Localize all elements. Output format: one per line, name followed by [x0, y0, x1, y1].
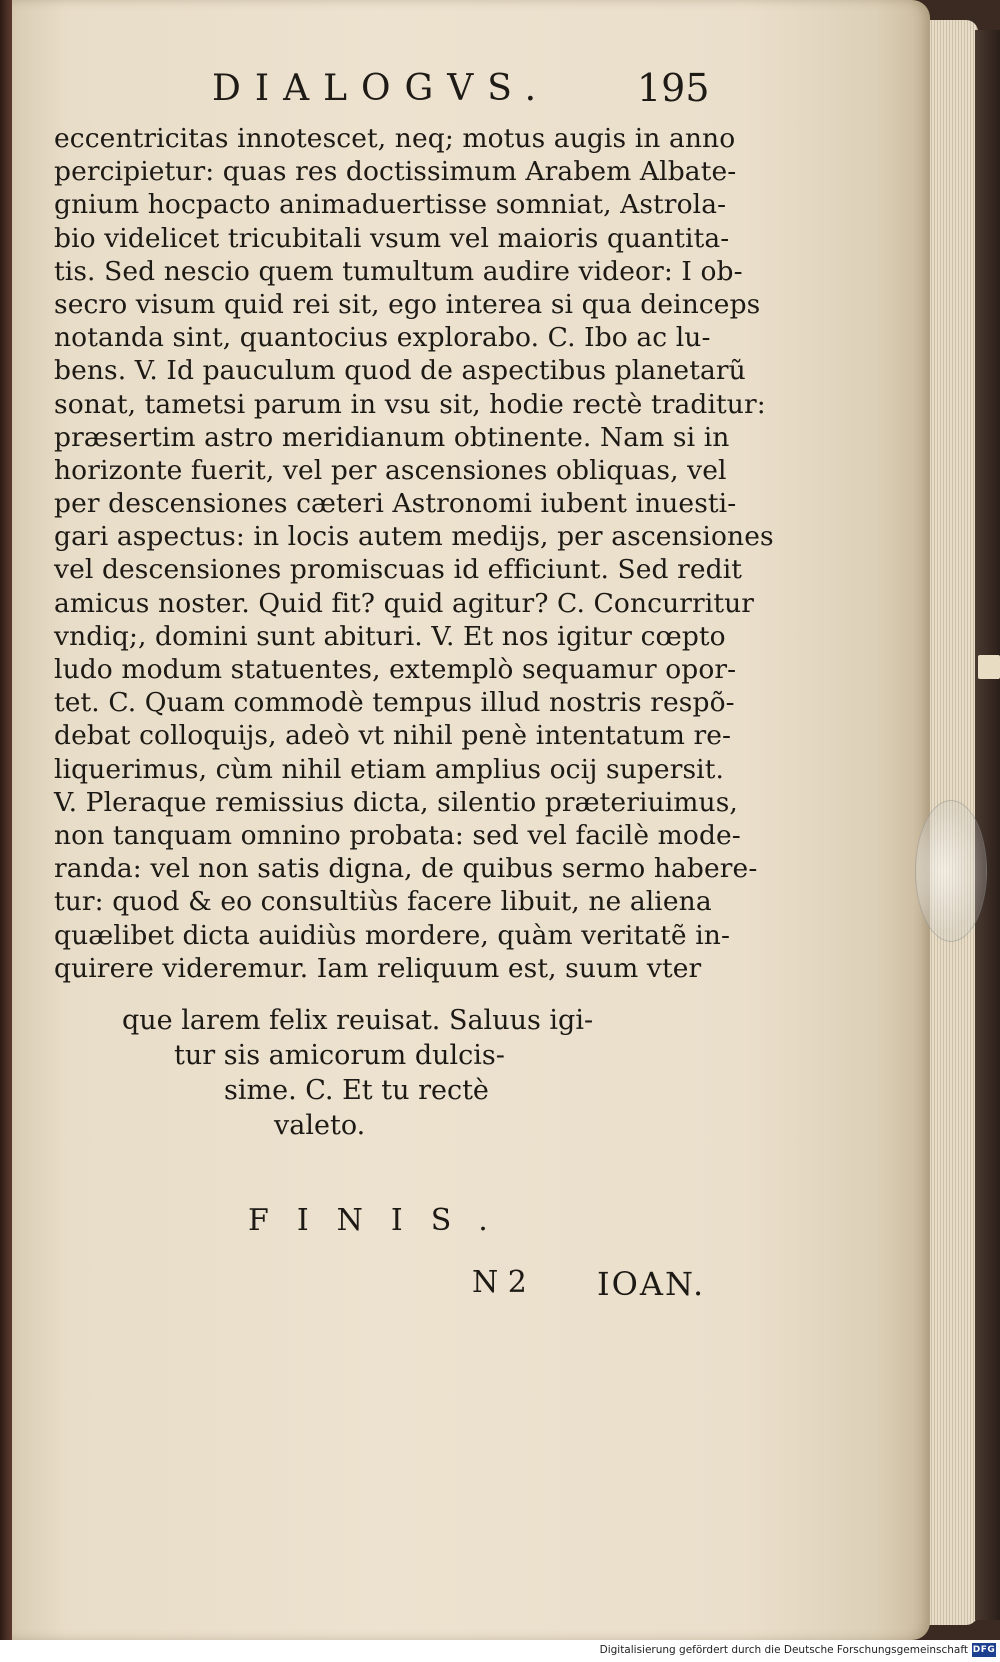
text-line: vndiq;, domini sunt abituri. V. Et nos igitur cœpto	[54, 620, 726, 652]
text-line: sonat, tametsi parum in vsu sit, hodie rectè traditur:	[54, 388, 766, 420]
finis-mark: FINIS.	[248, 1203, 516, 1238]
text-line: gari aspectus: in locis autem medijs, per ascensiones	[54, 521, 774, 553]
text-line: eccentricitas innotescet, neq; motus augis in anno	[54, 123, 736, 154]
text-line: tis. Sed nescio quem tumultum audire videor: I ob-	[54, 255, 743, 287]
text-line: secro visum quid rei sit, ego interea si qua deinceps	[54, 288, 761, 320]
dfg-logo: DFG	[972, 1645, 996, 1655]
tail-line: sime. C. Et tu rectè	[224, 1075, 489, 1106]
text-line: non tanquam omnino probata: sed vel facilè mode-	[54, 819, 741, 851]
text-line: vel descensiones promiscuas id efficiunt. Sed redit	[54, 554, 743, 586]
page-number: 195	[637, 66, 710, 110]
text-line: V. Pleraque remissius dicta, silentio præteriuimus,	[54, 786, 738, 818]
page-clip	[915, 800, 987, 942]
page-tab-marker	[978, 655, 1000, 679]
text-line: liquerimus, cùm nihil etiam amplius ocij supersit.	[54, 753, 725, 785]
text-line: ludo modum statuentes, extemplò sequamur opor-	[54, 654, 737, 685]
text-line: præsertim astro meridianum obtinente. Nam si in	[54, 421, 730, 453]
page-header	[12, 68, 942, 118]
book-page	[12, 0, 930, 1640]
funding-credit: Digitalisierung gefördert durch die Deutsche Forschungsgemeinschaft	[599, 1644, 968, 1656]
text-line: gnium hocpacto animaduertisse somniat, Astrola-	[54, 189, 727, 221]
text-line: amicus noster. Quid fit? quid agitur? C. Concurritur	[54, 587, 755, 619]
tail-line: valeto.	[274, 1110, 366, 1141]
catchword: IOAN.	[597, 1265, 706, 1303]
tail-line: tur sis amicorum dulcis-	[174, 1040, 505, 1071]
signature-mark: N 2	[472, 1265, 527, 1300]
footer-bar	[0, 1640, 1000, 1662]
running-head: DIALOGVS.	[212, 68, 551, 109]
body-text	[54, 122, 774, 985]
text-line: percipietur: quas res doctissimum Arabem Albate-	[54, 156, 737, 188]
text-line: horizonte fuerit, vel per ascensiones obliquas, vel	[54, 454, 727, 486]
text-line: quirere videremur. Iam reliquum est, suum vter	[54, 952, 702, 984]
book-cover-edge	[0, 0, 12, 1640]
text-line: notanda sint, quantocius explorabo. C. Ibo ac lu-	[54, 322, 711, 354]
text-line: per descensiones cæteri Astronomi iubent inuesti-	[54, 488, 737, 520]
text-line: randa: vel non satis digna, de quibus sermo habere-	[54, 853, 758, 885]
text-line: tet. C. Quam commodè tempus illud nostris respõ-	[54, 687, 735, 719]
text-line: tur: quod & eo consultiùs facere libuit, ne aliena	[54, 886, 712, 918]
tail-line: que larem felix reuisat. Saluus igi-	[122, 1005, 594, 1036]
text-line: debat colloquijs, adeò vt nihil penè intentatum re-	[54, 720, 732, 752]
text-line: bens. V. Id pauculum quod de aspectibus planetarũ	[54, 355, 746, 387]
text-line: bio videlicet tricubitali vsum vel maioris quantita-	[54, 222, 730, 254]
text-line: quælibet dicta auidiùs mordere, quàm veritatẽ in-	[54, 919, 731, 951]
